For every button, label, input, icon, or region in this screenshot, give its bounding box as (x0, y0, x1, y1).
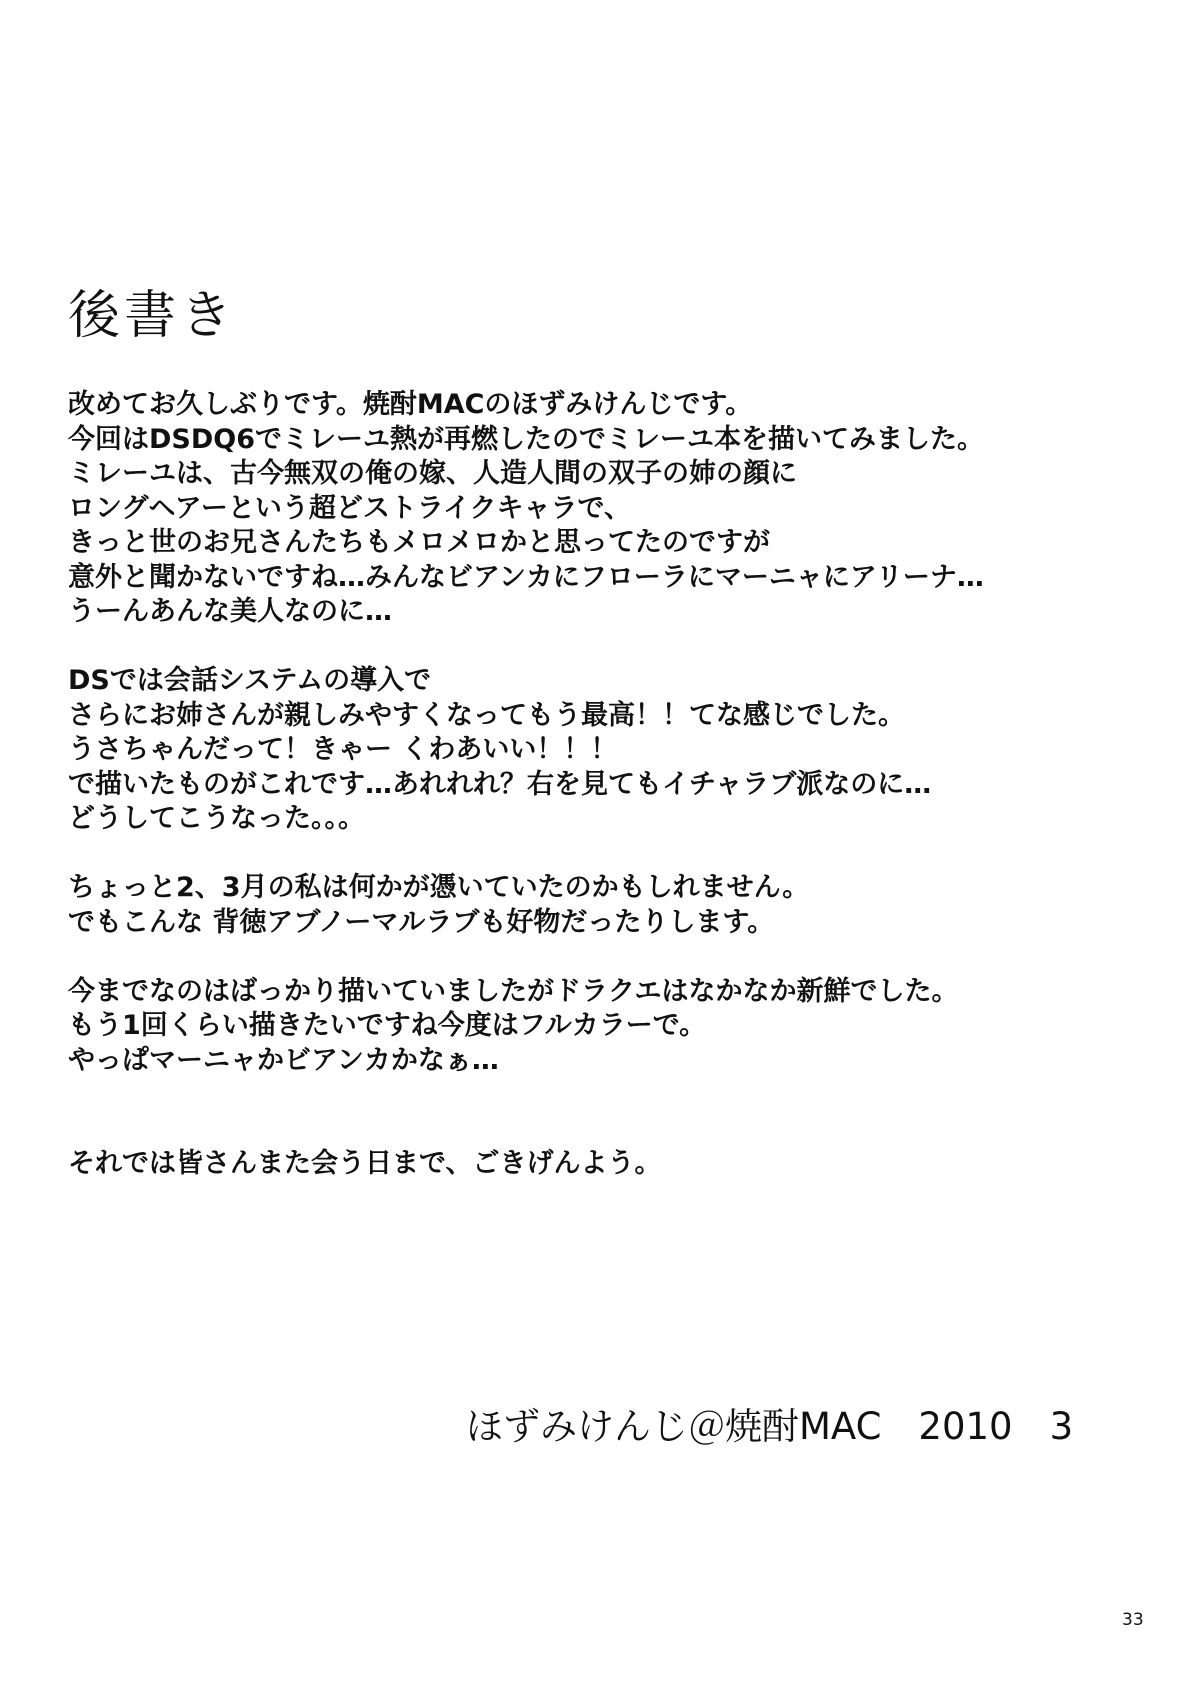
body-line: ロングヘアーという超どストライクキャラで、 (68, 492, 631, 524)
paragraph-1 (68, 388, 1148, 630)
body-line: やっぱマーニャかビアンカかなぁ… (68, 1044, 499, 1076)
paragraph-spacer (68, 940, 1148, 975)
body-line: さらにお姉さんが親しみやすくなってもう最高！！てな感じでした。 (68, 699, 905, 731)
afterword-body (68, 388, 1148, 1182)
body-line: もう1回くらい描きたいですね今度はフルカラーで。 (68, 1010, 707, 1041)
body-line: 今回はDSDQ6でミレーユ熱が再燃したのでミレーユ本を描いてみました。 (68, 423, 985, 455)
page-number: 33 (1122, 1610, 1144, 1630)
paragraph-spacer (68, 1078, 1148, 1147)
author-signature: ほずみけんじ＠焼酎MAC 2010 3 (466, 1405, 1074, 1448)
paragraph-5 (68, 1147, 1148, 1182)
paragraph-spacer (68, 630, 1148, 665)
body-line: うさちゃんだって！きゃー くわあいい！！！ (68, 734, 618, 765)
paragraph-4 (68, 975, 1148, 1079)
body-line: 意外と聞かないですね…みんなビアンカにフローラにマーニャにアリーナ… (68, 561, 984, 593)
body-line: 今までなのはばっかり描いていましたがドラクエはなかなか新鮮でした。 (68, 975, 959, 1007)
body-line: で描いたものがこれです…あれれれ？右を見てもイチャラブ派なのに… (68, 768, 932, 800)
body-line: でもこんな 背徳アブノーマルラブも好物だったりします。 (68, 906, 775, 938)
body-line: ちょっと2、3月の私は何かが憑いていたのかもしれません。 (68, 872, 810, 903)
paragraph-spacer (68, 837, 1148, 872)
paragraph-2 (68, 664, 1148, 837)
body-line: ミレーユは、古今無双の俺の嫁、人造人間の双子の姉の顔に (68, 458, 797, 489)
body-line: それでは皆さんまた会う日まで、ごきげんよう。 (68, 1148, 662, 1179)
body-line: 改めてお久しぶりです。焼酎MACのほずみけんじです。 (68, 389, 753, 420)
body-line: DSでは会話システムの導入で (68, 665, 432, 696)
body-line: どうしてこうなった。。。 (68, 803, 365, 834)
body-line: うーんあんな美人なのに… (68, 596, 392, 627)
paragraph-3 (68, 871, 1148, 940)
page-title: 後書き (68, 286, 237, 346)
body-line: きっと世のお兄さんたちもメロメロかと思ってたのですが (68, 527, 770, 558)
